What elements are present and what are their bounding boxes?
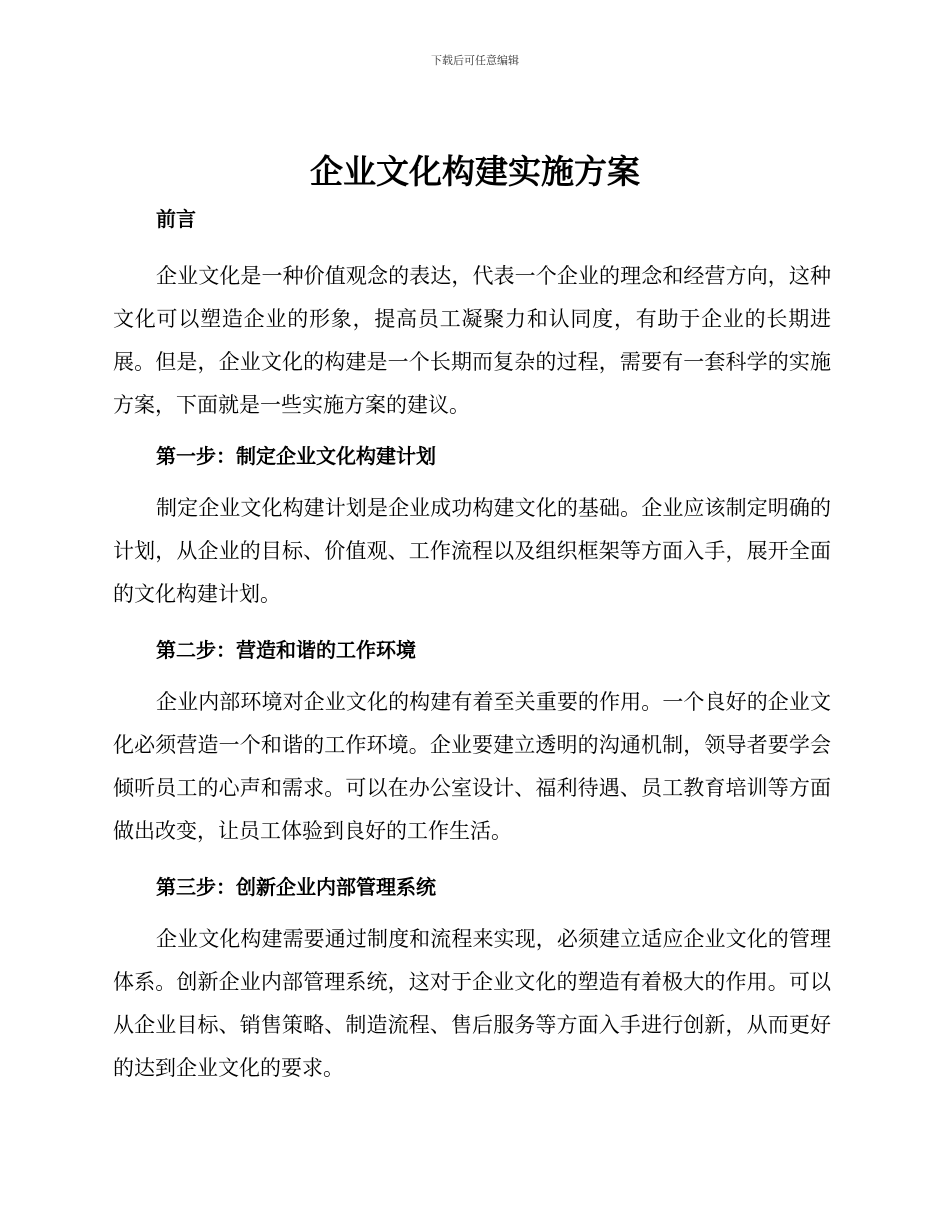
section-paragraph: 企业文化是一种价值观念的表达，代表一个企业的理念和经营方向，这种文化可以塑造企业的形象，提高员工凝聚力和认同度，有助于企业的长期进展。但是，企业文化的构建是一个长期而复杂的过程，需要有一套科学的实施方案，下面就是一些实施方案的建议。: [113, 264, 831, 417]
section-heading: 前言: [156, 207, 196, 231]
document-title: 企业文化构建实施方案: [310, 152, 640, 191]
section-step-2: [113, 635, 831, 853]
page-header-note: 下载后可任意编辑: [431, 54, 519, 67]
section-paragraph: 企业内部环境对企业文化的构建有着至关重要的作用。一个良好的企业文化必须营造一个和谐的工作环境。企业要建立透明的沟通机制，领导者要学会倾听员工的心声和需求。可以在办公室设计、福利待遇、员工教育培训等方面做出改变，让员工体验到良好的工作生活。: [113, 690, 831, 843]
section-paragraph: 企业文化构建需要通过制度和流程来实现，必须建立适应企业文化的管理体系。创新企业内部管理系统，这对于企业文化的塑造有着极大的作用。可以从企业目标、销售策略、制造流程、售后服务等方面入手进行创新，从而更好的达到企业文化的要求。: [113, 927, 831, 1080]
section-preface: [113, 204, 831, 427]
section-heading: 第一步：制定企业文化构建计划: [156, 444, 436, 468]
section-step-1: [113, 441, 831, 616]
section-paragraph: 制定企业文化构建计划是企业成功构建文化的基础。企业应该制定明确的计划，从企业的目标、价值观、工作流程以及组织框架等方面入手，展开全面的文化构建计划。: [113, 496, 831, 606]
section-heading: 第三步：创新企业内部管理系统: [156, 875, 436, 899]
section-heading: 第二步：营造和谐的工作环境: [156, 638, 416, 662]
section-step-3: [113, 872, 831, 1090]
